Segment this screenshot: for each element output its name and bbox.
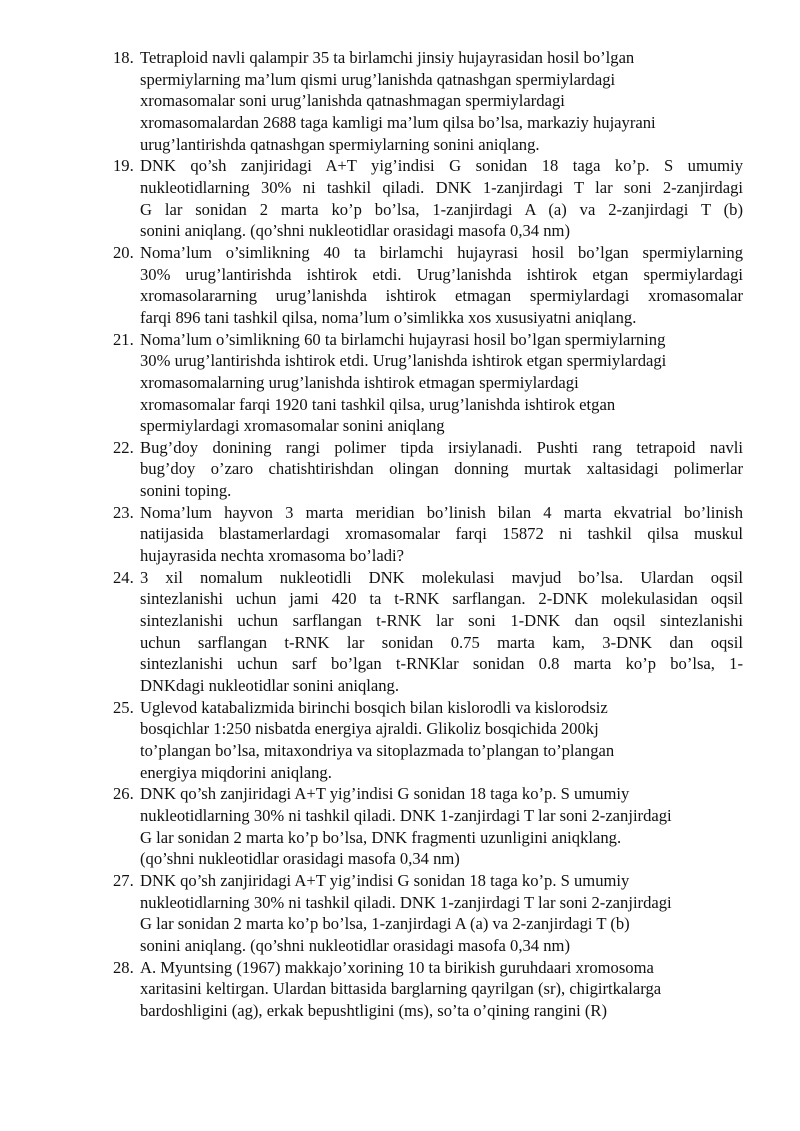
text-line: 30% urug’lantirishda ishtirok etdi. Urug’lanishda ishtirok etgan spermiylardagi <box>140 264 743 284</box>
text-line: xromasomalardan 2688 taga kamligi ma’lum qilsa bo’lsa, markaziy hujayrani <box>140 112 656 132</box>
text-line: farqi 896 tani tashkil qilsa, noma’lum o’simlikka xos xususiyatni aniqlang. <box>140 307 637 327</box>
text-line: xromasomalar farqi 1920 tani tashkil qilsa, urug’lanishda ishtirok etgan <box>140 394 616 414</box>
text-line: (qo’shni nukleotidlar orasidagi masofa 0,34 nm) <box>140 849 460 869</box>
problem-number: 24. <box>113 567 134 587</box>
text-line: G lar sonidan 2 marta ko’p bo’lsa, DNK fragmenti uzunligini aniqklang. <box>140 827 622 847</box>
text-line: DNK qo’sh zanjiridagi A+T yig’indisi G sonidan 18 taga ko’p. S umumiy <box>140 870 630 890</box>
problem-text <box>140 155 743 242</box>
problem-number: 22. <box>113 437 134 457</box>
problem-text <box>140 502 743 567</box>
text-line: sintezlanishi uchun sarf bo’lgan t-RNKlar sonidan 0.8 marta ko’p bo’lsa, 1- <box>140 654 743 674</box>
text-line: bosqichlar 1:250 nisbatda energiya ajraldi. Glikoliz bosqichida 200kj <box>140 719 599 739</box>
text-line: sonini aniqlang. (qo’shni nukleotidlar orasidagi masofa 0,34 nm) <box>140 221 570 241</box>
text-line: sintezlanishi uchun jami 420 ta t-RNK sarflangan. 2-DNK molekulasidan oqsil <box>140 589 743 609</box>
text-line: nukleotidlarning 30% ni tashkil qiladi. DNK 1-zanjirdagi T lar soni 2-zanjirdagi <box>140 892 672 912</box>
problem-item <box>113 47 743 155</box>
text-line: DNKdagi nukleotidlar sonini aniqlang. <box>140 676 400 696</box>
problem-text <box>140 437 743 502</box>
text-line: sonini toping. <box>140 481 232 501</box>
problem-text <box>140 870 743 957</box>
text-line: G lar sonidan 2 marta ko’p bo’lsa, 1-zanjirdagi A (a) va 2-zanjirdagi T (b) <box>140 914 630 934</box>
text-line: Uglevod katabalizmida birinchi bosqich bilan kislorodli va kislorodsiz <box>140 697 608 717</box>
problem-number: 28. <box>113 957 134 977</box>
text-line: 30% urug’lantirishda ishtirok etdi. Urug’lanishda ishtirok etgan spermiylardagi <box>140 351 667 371</box>
problem-list <box>113 47 743 1022</box>
text-line: G lar sonidan 2 marta ko’p bo’lsa, 1-zanjirdagi A (a) va 2-zanjirdagi T (b) <box>140 199 743 219</box>
problem-item <box>113 783 743 870</box>
problem-text <box>140 47 743 155</box>
problem-item <box>113 957 743 1022</box>
problem-number: 26. <box>113 784 134 804</box>
text-line: hujayrasida nechta xromasoma bo’ladi? <box>140 546 405 566</box>
problem-item <box>113 155 743 242</box>
text-line: bardoshligini (ag), erkak bepushtligini (ms), so’ta o’qining rangini (R) <box>140 1000 607 1020</box>
problem-item <box>113 502 743 567</box>
text-line: xromasomalarning urug’lanishda ishtirok etmagan spermiylardagi <box>140 372 579 392</box>
problem-number: 25. <box>113 697 134 717</box>
text-line: urug’lantirishda qatnashgan spermiylarning sonini aniqlang. <box>140 134 540 154</box>
text-line: xromasolararning urug’lanishda ishtirok etmagan spermiylardagi xromasomalar <box>140 286 743 306</box>
problem-item <box>113 567 743 697</box>
problem-text <box>140 329 743 437</box>
problem-number: 20. <box>113 242 134 262</box>
text-line: to’plangan bo’lsa, mitaxondriya va sitoplazmada to’plangan to’plangan <box>140 741 615 760</box>
problem-text <box>140 697 743 784</box>
text-line: uchun sarflangan t-RNK lar sonidan 0.75 marta kam, 3-DNK dan oqsil <box>140 632 743 652</box>
problem-number: 19. <box>113 156 134 176</box>
problem-text <box>140 957 743 1022</box>
problem-text <box>140 242 743 329</box>
problem-item <box>113 437 743 502</box>
text-line: nukleotidlarning 30% ni tashkil qiladi. DNK 1-zanjirdagi T lar soni 2-zanjirdagi <box>140 177 743 197</box>
problem-number: 23. <box>113 502 134 522</box>
text-line: A. Myuntsing (1967) makkajo’xorining 10 ta birikish guruhdaari xromosoma <box>140 957 654 977</box>
text-line: Noma’lum o’simlikning 40 ta birlamchi hujayrasi hosil bo’lgan spermiylarning <box>140 242 743 262</box>
text-line: spermiylarning ma’lum qismi urug’lanishda qatnashgan spermiylardagi <box>140 69 616 89</box>
text-line: nukleotidlarning 30% ni tashkil qiladi. DNK 1-zanjirdagi T lar soni 2-zanjirdagi <box>140 805 672 825</box>
problem-number: 27. <box>113 870 134 890</box>
problem-text <box>140 783 743 870</box>
text-line: sonini aniqlang. (qo’shni nukleotidlar orasidagi masofa 0,34 nm) <box>140 935 570 955</box>
text-line: Tetraploid navli qalampir 35 ta birlamchi jinsiy hujayrasidan hosil bo’lgan <box>140 48 635 67</box>
problem-item <box>113 242 743 329</box>
text-line: sintezlanishi uchun sarflangan t-RNK lar soni 1-DNK dan oqsil sintezlanishi <box>140 611 743 631</box>
problem-item <box>113 329 743 437</box>
text-line: xaritasini keltirgan. Ulardan bittasida barglarning qayrilgan (sr), chigirtkalarga <box>140 979 662 999</box>
text-line: DNK qo’sh zanjiridagi A+T yig’indisi G sonidan 18 taga ko’p. S umumiy <box>140 784 630 804</box>
text-line: Bug’doy donining rangi polimer tipda irsiylanadi. Pushti rang tetrapoid navli <box>140 437 743 457</box>
problem-item <box>113 870 743 957</box>
text-line: spermiylardagi xromasomalar sonini aniqlang <box>140 416 445 436</box>
text-line: DNK qo’sh zanjiridagi A+T yig’indisi G sonidan 18 taga ko’p. S umumiy <box>140 156 743 176</box>
text-line: Noma’lum hayvon 3 marta meridian bo’linish bilan 4 marta ekvatrial bo’linish <box>140 502 743 522</box>
problem-text <box>140 567 743 697</box>
problem-number: 18. <box>113 48 134 67</box>
text-line: Noma’lum o’simlikning 60 ta birlamchi hujayrasi hosil bo’lgan spermiylarning <box>140 329 666 349</box>
text-line: xromasomalar soni urug’lanishda qatnashmagan spermiylardagi <box>140 91 565 111</box>
problem-number: 21. <box>113 329 134 349</box>
text-line: bug’doy o’zaro chatishtirishdan olingan donning murtak xaltasidagi polimerlar <box>140 459 743 479</box>
text-line: energiya miqdorini aniqlang. <box>140 762 332 782</box>
problem-item <box>113 697 743 784</box>
text-line: natijasida blastamerlardagi xromasomalar farqi 15872 ni tashkil qilsa muskul <box>140 524 743 544</box>
text-line: 3 xil nomalum nukleotidli DNK molekulasi mavjud bo’lsa. Ulardan oqsil <box>140 567 743 587</box>
